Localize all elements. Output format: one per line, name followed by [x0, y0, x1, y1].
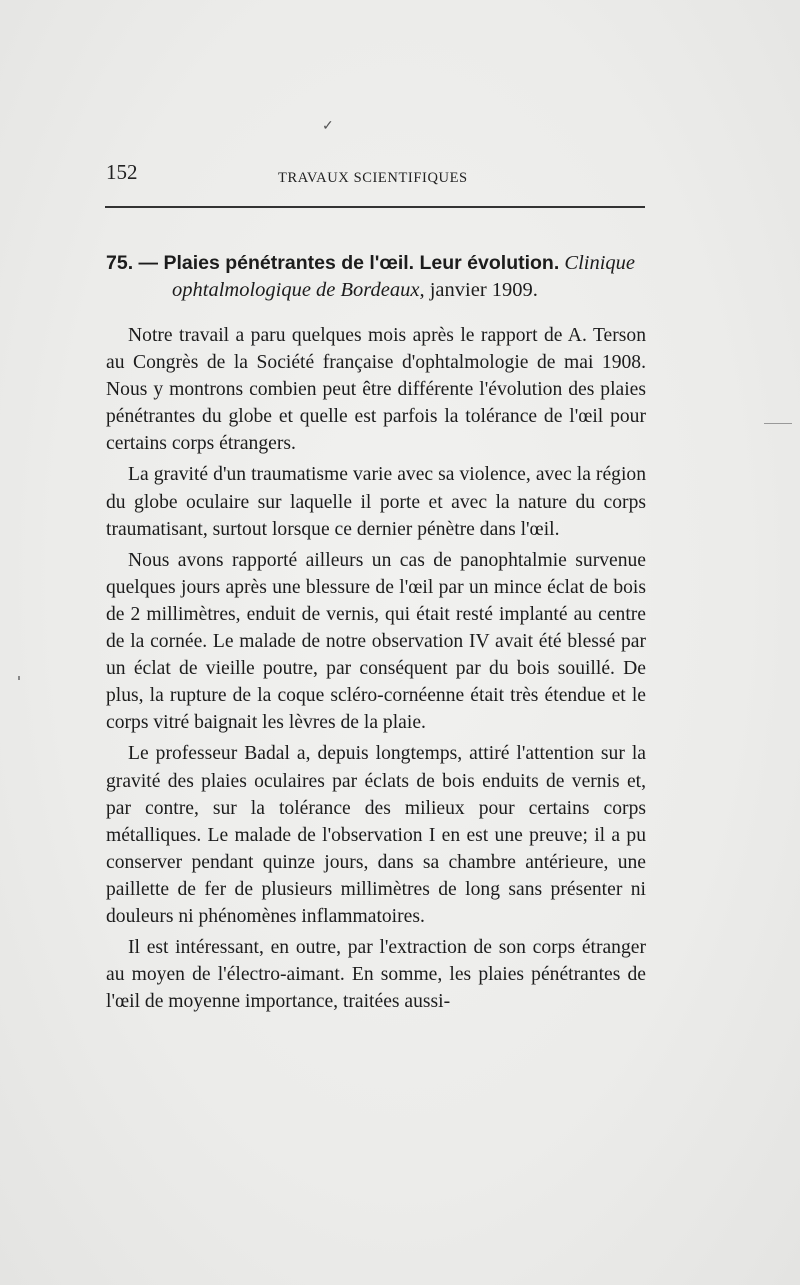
journal-name-part1: Clinique — [564, 252, 635, 274]
header-rule — [105, 206, 645, 208]
article-title: Plaies pénétrantes de l'œil. Leur évolution. — [163, 252, 560, 274]
paragraph: Le professeur Badal a, depuis longtemps, attiré l'attention sur la gravité des plaies oculaires par éclats de bois enduits de vernis et, par contre, sur la tolérance des milieux pour certains corps métalliques. Le malade de l'observation I en est une preuve; il a pu conserver pendant quinze jours, dans sa chambre antérieure, une paillette de fer de plusieurs millimètres de long sans présenter ni douleurs ni phénomènes inflammatoires. — [106, 743, 646, 927]
article-heading — [106, 248, 666, 278]
margin-speck — [18, 676, 20, 680]
running-head: TRAVAUX SCIENTIFIQUES — [278, 170, 468, 186]
article-date: janvier 1909. — [429, 279, 538, 301]
paragraph: Notre travail a paru quelques mois après le rapport de A. Terson au Congrès de la Société française d'ophtalmologie de mai 1908. Nous y montrons combien peut être différente l'évolution des plaies pénétrantes du globe et quelle est parfois la tolérance de l'œil pour certains corps étrangers. — [106, 325, 646, 455]
paragraph: Il est intéressant, en outre, par l'extraction de son corps étranger au moyen de l'électro-aimant. En somme, les plaies pénétrantes de l'œil de moyenne importance, traitées aussi- — [106, 937, 646, 1013]
print-mark: ✓ — [322, 119, 334, 134]
margin-mark — [764, 423, 792, 424]
paragraph: Nous avons rapporté ailleurs un cas de panophtalmie survenue quelques jours après une blessure de l'œil par un mince éclat de bois de 2 millimètres, enduit de vernis, qui était resté implanté au centre de la cornée. Le malade de notre observation IV avait été blessé par un éclat de vieille poutre, par conséquent par du bois souillé. De plus, la rupture de la coque scléro-cornéenne était très étendue et le corps vitré baignait les lèvres de la plaie. — [106, 549, 646, 734]
paragraph: La gravité d'un traumatisme varie avec sa violence, avec la région du globe oculaire sur laquelle il porte et avec la nature du corps traumatisant, surtout lorsque ce dernier pénètre dans l'œil. — [106, 464, 646, 540]
page-number: 152 — [106, 160, 138, 184]
article-dash: — — [133, 252, 164, 274]
body-text — [106, 322, 646, 1019]
article-number: 75. — [106, 252, 134, 274]
article-heading-line2 — [172, 279, 538, 302]
journal-name-part2: ophtalmologique de Bordeaux, — [172, 279, 425, 301]
